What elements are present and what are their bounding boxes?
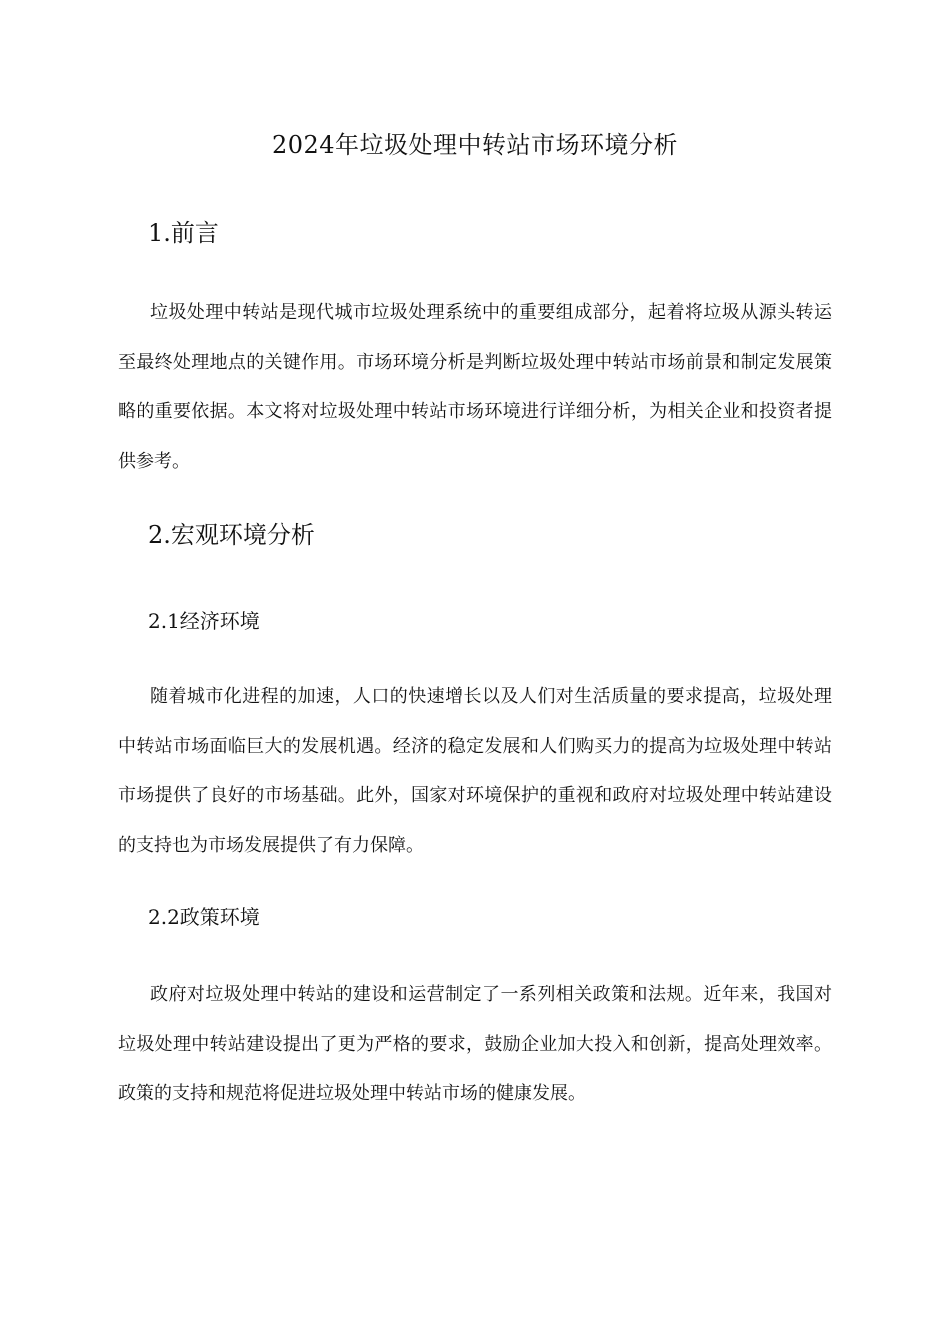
subsection-heading-policy-environment: 2.2政策环境: [148, 905, 260, 929]
subsection-heading-economic-environment: 2.1经济环境: [148, 609, 260, 633]
document-title: 2024年垃圾处理中转站市场环境分析: [271, 131, 679, 159]
section-heading-macro-environment: 2.宏观环境分析: [148, 521, 315, 549]
paragraph-preface: 垃圾处理中转站是现代城市垃圾处理系统中的重要组成部分，起着将垃圾从源头转运至最终处理地点的关键作用。市场环境分析是判断垃圾处理中转站市场前景和制定发展策略的重要依据。本文将对垃圾处理中转站市场环境进行详细分析，为相关企业和投资者提供参考。: [118, 302, 832, 472]
paragraph-policy-environment: 政府对垃圾处理中转站的建设和运营制定了一系列相关政策和法规。近年来，我国对垃圾处理中转站建设提出了更为严格的要求，鼓励企业加大投入和创新，提高处理效率。政策的支持和规范将促进垃圾处理中转站市场的健康发展。: [118, 984, 832, 1104]
paragraph-economic-environment: 随着城市化进程的加速，人口的快速增长以及人们对生活质量的要求提高，垃圾处理中转站市场面临巨大的发展机遇。经济的稳定发展和人们购买力的提高为垃圾处理中转站市场提供了良好的市场基础。此外，国家对环境保护的重视和政府对垃圾处理中转站建设的支持也为市场发展提供了有力保障。: [118, 686, 832, 856]
section-heading-preface: 1.前言: [148, 219, 219, 247]
